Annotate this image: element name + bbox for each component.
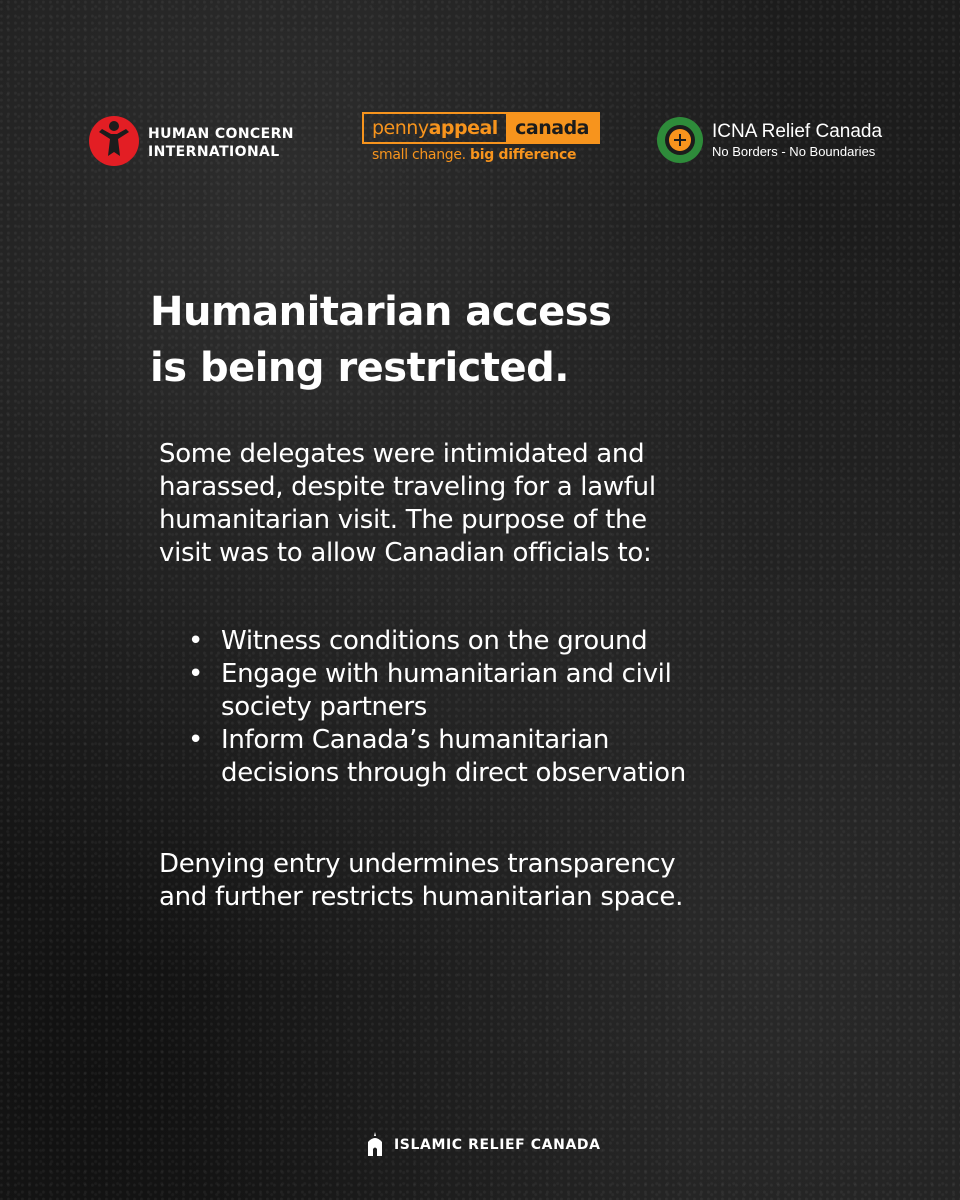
intro-line: humanitarian visit. The purpose of the	[159, 505, 647, 535]
list-item	[188, 625, 888, 658]
list-item-text: society partners	[221, 692, 428, 722]
page-title	[150, 284, 850, 396]
bullet-dot: •	[188, 659, 204, 689]
closing-line: Denying entry undermines transparency	[159, 849, 676, 879]
human-concern-international-logo	[88, 112, 318, 172]
hci-line2: INTERNATIONAL	[148, 144, 280, 160]
penny-appeal-canada-logo	[362, 112, 602, 170]
list-item	[188, 724, 888, 790]
closing-paragraph	[159, 848, 879, 914]
icna-tagline: No Borders - No Boundaries	[712, 144, 876, 159]
footer-brand	[366, 1130, 601, 1160]
list-item-text: Inform Canada’s humanitarian	[221, 725, 610, 755]
intro-line: Some delegates were intimidated and	[159, 439, 645, 469]
closing-line: and further restricts humanitarian space.	[159, 882, 684, 912]
hci-line1: HUMAN CONCERN	[148, 126, 294, 142]
list-item-text: Engage with humanitarian and civil	[221, 659, 672, 689]
title-line-1: Humanitarian access	[150, 289, 612, 335]
bullet-dot: •	[188, 725, 204, 755]
icna-relief-canada-logo	[656, 116, 886, 168]
penny-appeal-name: pennyappeal	[372, 117, 498, 139]
footer-org-name: ISLAMIC RELIEF CANADA	[394, 1137, 601, 1153]
title-line-2: is being restricted.	[150, 345, 569, 391]
penny-appeal-tagline: small change. big difference	[372, 147, 577, 163]
icna-name: ICNA Relief Canada	[712, 121, 883, 142]
list-item	[188, 658, 888, 724]
list-item-text: Witness conditions on the ground	[221, 626, 648, 656]
penny-appeal-canada: canada	[506, 114, 598, 142]
islamic-relief-mosque-icon	[366, 1132, 384, 1158]
human-concern-figure-icon	[88, 112, 140, 170]
purpose-list	[188, 625, 888, 790]
hci-wordmark	[148, 125, 294, 161]
intro-line: visit was to allow Canadian officials to:	[159, 538, 652, 568]
icna-seal-icon	[656, 116, 704, 164]
penny-appeal-wordmark	[362, 112, 600, 144]
bullet-dot: •	[188, 626, 204, 656]
intro-paragraph	[159, 438, 879, 570]
intro-line: harassed, despite traveling for a lawful	[159, 472, 656, 502]
list-item-text: decisions through direct observation	[221, 758, 686, 788]
